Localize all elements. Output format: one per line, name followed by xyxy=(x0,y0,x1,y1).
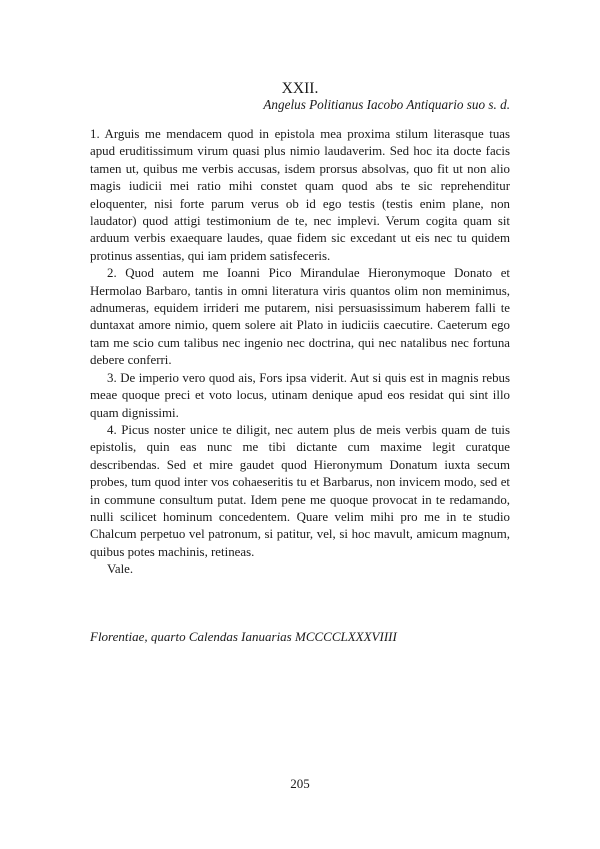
closing-vale: Vale. xyxy=(107,562,134,577)
paragraph-2: 2. Quod autem me Ioanni Pico Mirandulae Hieronymoque Donato et Hermolao Barbaro, tantis in omni literatura viris quantos olim non meminimus, adnumeras, equidem irrideri me putarem, nisi persuasissimum haberem falli te duntaxat amore nimio, quem solere ait Plato in iudiciis caecutire. Caeterum ego tam me scio cum talibus nec ingenio nec doctrina, qui nec natalibus nec fortuna debere conferri. xyxy=(90,266,510,368)
paragraph-1: 1. Arguis me mendacem quod in epistola mea proxima stilum literasque tuas apud eruditissimum virum quasi plus nimio laudaverim. Sed hoc ita docte facis tamen ut, quibus me verbis accusas, isdem prorsus absolvas, quo fit ut non alio magis iudicii mei ratio mihi constet quam quod abs te sic reprehenditur eloquenter, nisi forte parum verus ob id ego testis (testis enim plane, non laudator) quod attigi testimonium de te, nec implevi. Verum cogita quam sit arduum verbis exaequare laudes, quae fidem sic excedant ut eis nec tu quidem protinus assentias, qui iam pridem satisfeceris. xyxy=(90,127,510,263)
letter-number: XXII. xyxy=(281,80,319,97)
paragraph-3: 3. De imperio vero quod ais, Fors ipsa viderit. Aut si quis est in magnis rebus meae quoque preci et voto locus, utinam denique apud eos residat qui sint illo quam dignissimi. xyxy=(90,370,510,420)
dateline: Florentiae, quarto Calendas Ianuarias MCCCCLXXXVIIII xyxy=(90,629,397,644)
paragraph-4: 4. Picus noster unice te diligit, nec autem plus de meis verbis quam de tuis epistolis, quin eas nunc me tibi dictante cum maxime legit curatque describendas. Sed et mire gaudet quod Hieronymum Donatum iuxta secum probes, tum quod inter vos cohaeseritis tu et Barbarus, non invicem modo, sed et in commune consultum putat. Idem pene me quoque provocat in te redamando, nulli scilicet hominum concedentem. Quare velim mihi pro me in te studio Chalcum perpetuo vel patronum, si patitur, vel, si hoc mavult, amicum magnum, quibus potes machinis, retineas. xyxy=(90,422,510,559)
page-number: 205 xyxy=(290,776,310,791)
letter-body xyxy=(90,126,510,579)
letter-salutation: Angelus Politianus Iacobo Antiquario suo s. d. xyxy=(263,97,510,112)
